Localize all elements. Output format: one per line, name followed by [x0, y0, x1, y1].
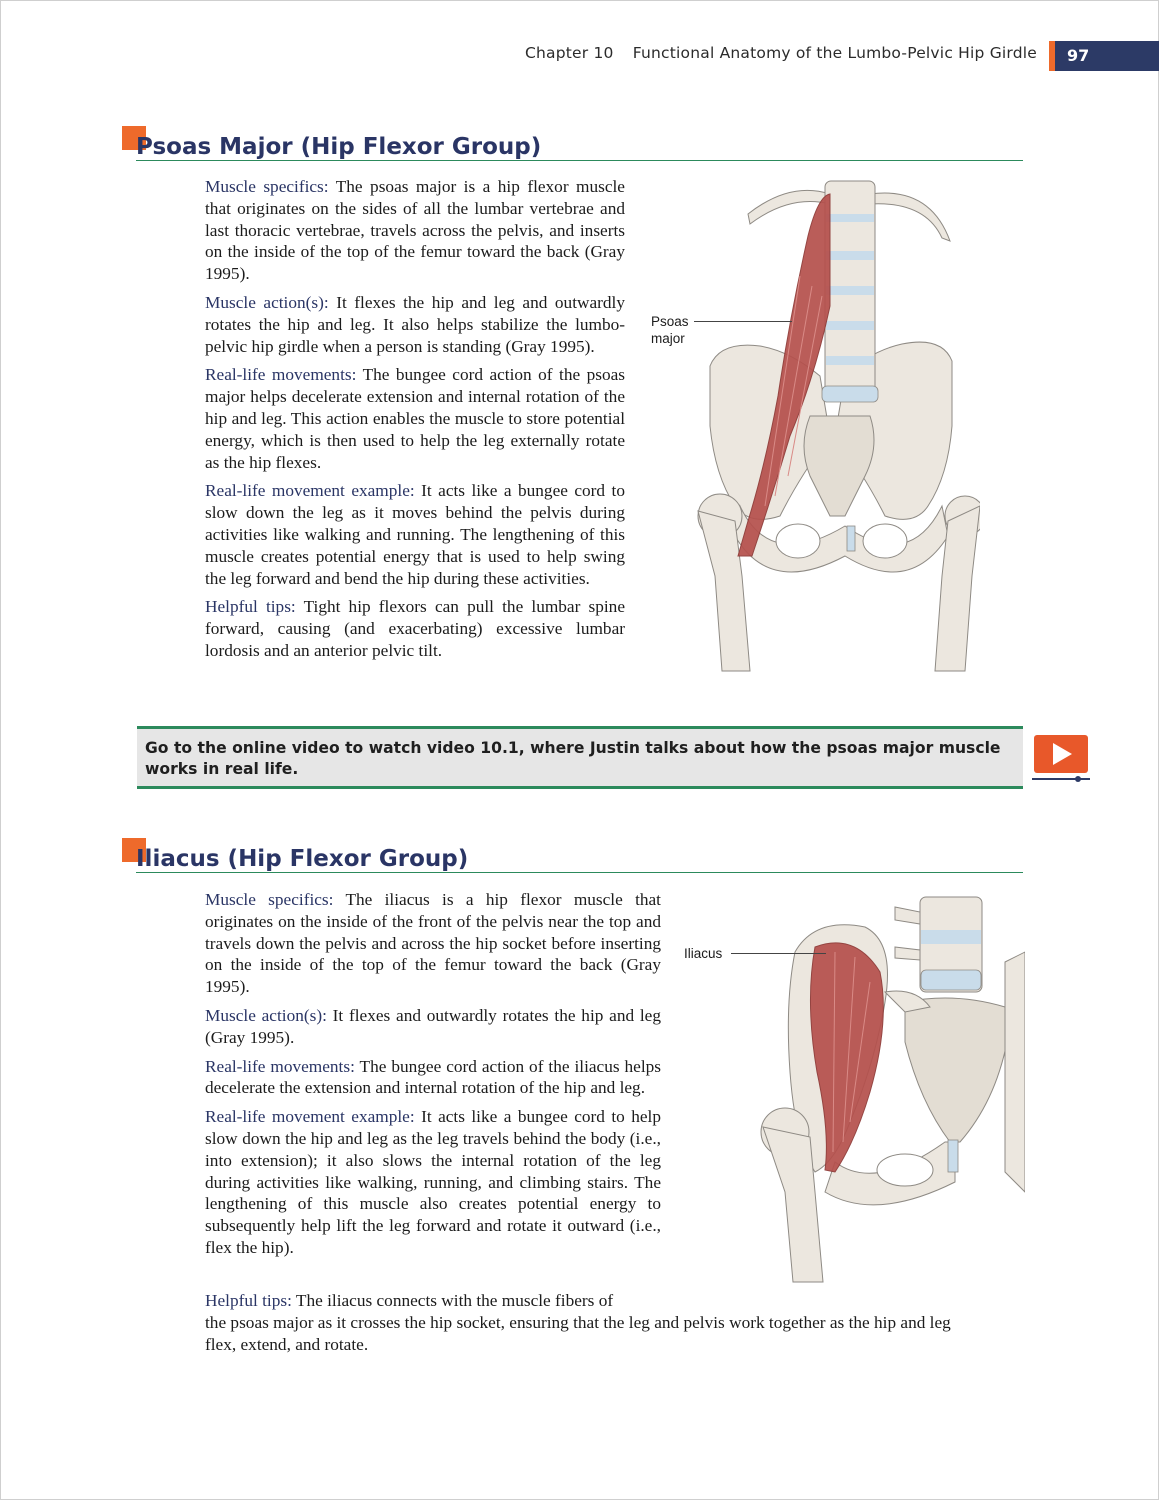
paragraph-label: Muscle action(s):: [205, 292, 329, 312]
video-callout[interactable]: [137, 726, 1023, 789]
page-number-tab: [1049, 41, 1159, 71]
paragraph-text: The iliacus is a hip flexor muscle that originates on the inside of the front of the pelvis near the top and travels down the pelvis and across the hip socket before inserting on the inside of the top of the femur toward the back (Gray 1995).: [205, 890, 661, 997]
paragraph-text: The bungee cord action of the iliacus helps decelerate the extension and internal rotation of the hip and leg.: [205, 1056, 662, 1098]
page-number: 97: [1067, 46, 1090, 65]
paragraph-label: Real-life movement example:: [205, 481, 415, 501]
heading-rule: [136, 160, 1023, 161]
paragraph: [205, 480, 625, 589]
paragraph: [205, 889, 661, 998]
chapter-title: Functional Anatomy of the Lumbo-Pelvic Hip Girdle: [632, 44, 1037, 62]
iliacus-helpful-continuation: [205, 1312, 957, 1356]
chapter-number: Chapter 10: [524, 44, 614, 62]
paragraph-text: It acts like a bungee cord to slow down the leg as it moves behind the pelvis during activities like walking and running. The lengthening of this muscle creates potential energy that is used to help swing the leg forward and bend the hip during these activities.: [205, 481, 625, 588]
paragraph: [205, 292, 625, 357]
label-line: major: [651, 331, 685, 346]
paragraph-text: The psoas major is a hip flexor muscle that originates on the sides of all the lumbar vertebrae and last thoracic vertebrae, travels across the pelvis, and inserts on the inside of the top of the femur toward the back (Gray 1995).: [205, 177, 625, 284]
paragraph-text: the psoas major as it crosses the hip socket, ensuring that the leg and pelvis work together as the hip and leg flex, extend, and rotate.: [205, 1313, 951, 1354]
iliacus-illustration: [755, 892, 1025, 1287]
paragraph-text: It acts like a bungee cord to help slow down the hip and leg as the leg travels behind the body (i.e., into extension); it also slows the internal rotation of the leg during activities like walking, running, and climbing stairs. The lengthening of this muscle also creates potential energy to subsequently help lift the leg forward and rotate it outward (i.e., flex the hip).: [205, 1107, 661, 1257]
paragraph-text: It flexes the hip and leg and outwardly rotates the hip and leg. It also helps stabilize the lumbo-pelvic hip girdle when a person is standing (Gray 1995).: [205, 292, 625, 356]
paragraph-label: Muscle action(s):: [205, 1005, 327, 1025]
iliacus-body: [205, 889, 661, 1266]
play-video-icon[interactable]: [1030, 733, 1092, 785]
paragraph-text: Tight hip flexors can pull the lumbar spine forward, causing (and exacerbating) excessive lumbar lordosis and an anterior pelvic tilt.: [205, 597, 625, 660]
psoas-title: Psoas Major (Hip Flexor Group): [136, 134, 542, 160]
paragraph: [205, 176, 625, 285]
iliacus-leader-line: [731, 953, 826, 954]
paragraph: [205, 1005, 661, 1049]
iliacus-figure-label: Iliacus: [684, 946, 723, 961]
paragraph-text: It flexes and outwardly rotates the hip and leg (Gray 1995).: [205, 1005, 661, 1047]
paragraph-text: The iliacus connects with the muscle fibers of: [291, 1291, 614, 1310]
psoas-figure-label: [651, 313, 689, 347]
label-line: Psoas: [651, 314, 689, 329]
iliacus-title: Iliacus (Hip Flexor Group): [136, 846, 469, 872]
paragraph-text: The bungee cord action of the psoas major helps decelerate extension and internal rotation of the hip and leg. This action enables the muscle to store potential energy, which is then used to help the leg externally rotate as the hip flexes.: [205, 365, 625, 472]
paragraph-label: Real-life movements:: [205, 1056, 355, 1076]
psoas-leader-line: [694, 321, 792, 322]
paragraph-label: Muscle specifics:: [205, 890, 334, 909]
paragraph-label: Muscle specifics:: [205, 177, 329, 196]
paragraph: [205, 1106, 661, 1259]
psoas-body: [205, 176, 625, 669]
heading-rule: [136, 872, 1023, 873]
paragraph-label: Real-life movements:: [205, 365, 357, 385]
paragraph-label: Helpful tips:: [205, 1291, 292, 1310]
paragraph-label: Helpful tips:: [205, 597, 296, 617]
iliacus-section-heading: [122, 838, 1023, 874]
iliacus-helpful-first-line: [205, 1290, 661, 1312]
psoas-major-illustration: [680, 176, 980, 676]
paragraph-label: Real-life movement example:: [205, 1107, 415, 1127]
paragraph: [205, 1056, 661, 1100]
video-callout-text: Go to the online video to watch video 10.1, where Justin talks about how the psoas major muscle works in real life.: [145, 739, 1001, 778]
page-number-accent: [1049, 41, 1055, 71]
paragraph: [205, 596, 625, 661]
running-head: [525, 44, 1037, 62]
paragraph: [205, 364, 625, 473]
psoas-section-heading: [122, 126, 1023, 162]
